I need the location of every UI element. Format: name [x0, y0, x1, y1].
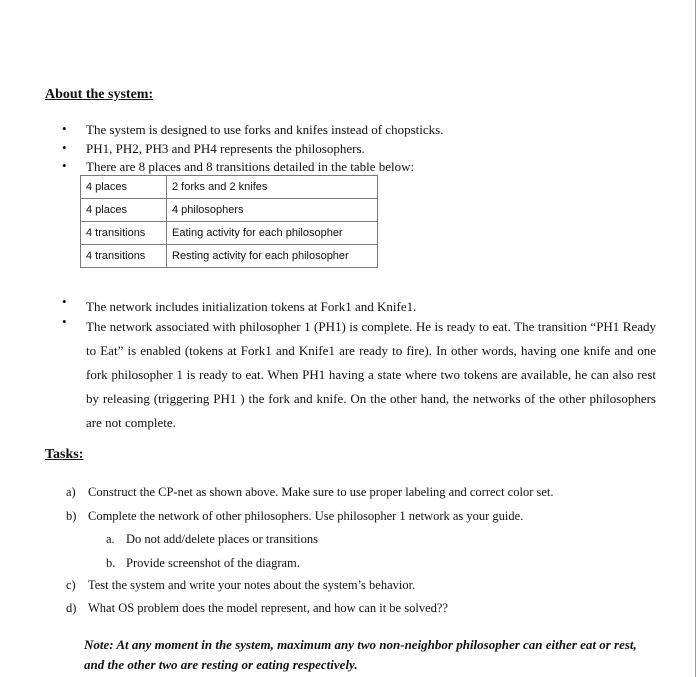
table-cell: 4 places [81, 176, 167, 199]
subtask-text: Do not add/delete places or transitions [126, 532, 318, 546]
bullet-text: There are 8 places and 8 transitions detailed in the table below: [86, 159, 415, 174]
table-cell: 4 places [81, 199, 167, 222]
note-text: Note: At any moment in the system, maximum any two non-neighbor philosopher can either eat or rest, and the other two are resting or eating respectively. [84, 637, 637, 672]
task-item [66, 578, 415, 593]
task-text: Test the system and write your notes about the system’s behavior. [88, 578, 416, 592]
bullet-text: PH1, PH2, PH3 and PH4 represents the philosophers. [86, 141, 365, 156]
subtask-item [106, 532, 318, 547]
bullet-icon: • [62, 158, 67, 173]
table-cell: 2 forks and 2 knifes [167, 176, 378, 199]
bullet-icon: • [62, 121, 67, 136]
list-item [62, 315, 662, 435]
subtask-item [106, 556, 300, 571]
page-edge [695, 0, 696, 677]
table-cell: 4 transitions [81, 245, 167, 268]
task-label: c) [66, 578, 76, 592]
subtask-label: a. [106, 532, 115, 546]
task-label: d) [66, 601, 77, 615]
table-cell: 4 philosophers [167, 199, 378, 222]
table-row [81, 222, 378, 245]
subtask-text: Provide screenshot of the diagram. [126, 556, 300, 570]
table-cell: 4 transitions [81, 222, 167, 245]
subtask-label: b. [106, 556, 116, 570]
task-label: a) [66, 485, 76, 499]
task-label: b) [66, 509, 77, 523]
list-item [62, 159, 414, 175]
bullet-icon: • [62, 294, 67, 309]
places-transitions-table [80, 175, 378, 268]
table-row [81, 176, 378, 199]
bullet-icon: • [62, 140, 67, 155]
table-cell: Resting activity for each philosopher [167, 245, 378, 268]
list-item [62, 122, 443, 138]
bullet-icon: • [62, 314, 67, 329]
bullet-text: The system is designed to use forks and knifes instead of chopsticks. [86, 122, 444, 137]
bullet-text: The network associated with philosopher 1 (PH1) is complete. He is ready to eat. The transition “PH1 Ready to Eat” is enabled (tokens at Fork1 and Knife1 are ready to fire). In other words, having one knife and one fork philosopher 1 is ready to eat. When PH1 having a state where two tokens are available, he can also rest by releasing (triggering PH1 ) the fork and knife. On the other hand, the networks of the other philosophers are not complete. [86, 319, 656, 430]
table-row [81, 199, 378, 222]
task-item [66, 485, 554, 500]
about-heading: About the system: [45, 87, 154, 102]
table-cell: Eating activity for each philosopher [167, 222, 378, 245]
tasks-heading: Tasks: [45, 447, 84, 462]
task-text: Complete the network of other philosophers. Use philosopher 1 network as your guide. [88, 509, 524, 523]
bullet-text: The network includes initialization tokens at Fork1 and Knife1. [86, 299, 417, 314]
task-item [66, 509, 523, 524]
task-text: Construct the CP-net as shown above. Make sure to use proper labeling and correct color set. [88, 485, 554, 499]
task-text: What OS problem does the model represent, and how can it be solved?? [88, 601, 448, 615]
table-row [81, 245, 378, 268]
list-item [62, 141, 365, 157]
task-item [66, 601, 448, 616]
